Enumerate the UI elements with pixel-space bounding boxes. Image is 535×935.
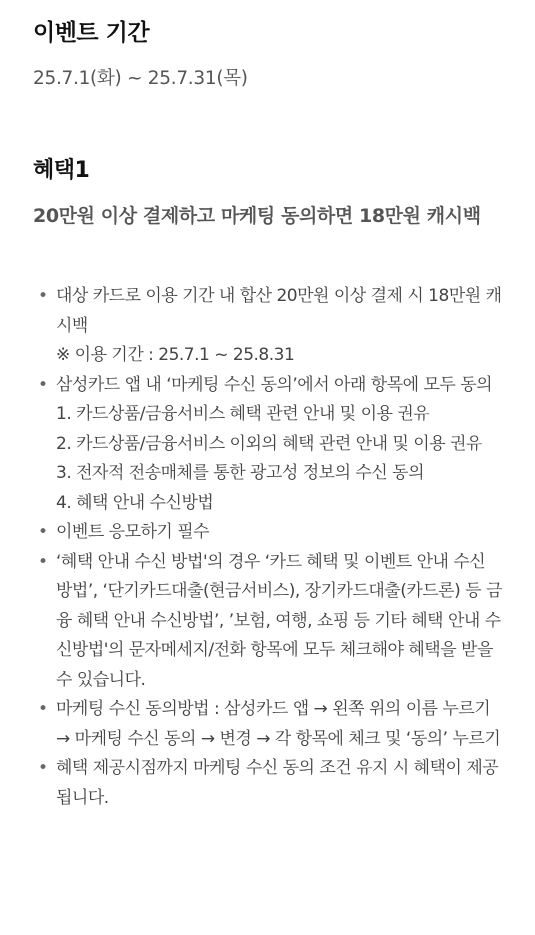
event-period-value: 25.7.1(화) ~ 25.7.31(목) — [33, 68, 248, 89]
list-item-text: ‘혜택 안내 수신 방법'의 경우 ‘카드 혜택 및 이벤트 안내 수신 방법’, ‘단기카드대출(현금서비스), 장기카드대출(카드론) 등 금융 혜택 안내 수신방법’, ’보험, 여행, 쇼핑 등 기타 혜택 안내 수신방법'의 문자메세지/전화 항목에 모두 체크해야 혜택을 받을 수 있습니다. — [56, 551, 502, 690]
benefit1-title: 혜택1 — [33, 158, 90, 183]
list-item-text: 대상 카드로 이용 기간 내 합산 20만원 이상 결제 시 18만원 캐시백 — [56, 286, 502, 336]
list-item — [34, 754, 504, 813]
list-item-subtext: 2. 카드상품/금융서비스 이외의 혜택 관련 안내 및 이용 권유 — [56, 433, 482, 454]
list-item — [34, 282, 504, 371]
list-item — [34, 695, 504, 754]
bullet-icon: • — [38, 699, 48, 719]
bullet-icon: • — [38, 522, 48, 542]
list-item — [34, 548, 504, 696]
benefit1-list — [34, 282, 504, 813]
bullet-icon: • — [38, 758, 48, 778]
benefit1-headline: 20만원 이상 결제하고 마케팅 동의하면 18만원 캐시백 — [33, 205, 481, 227]
list-item-subtext: 4. 혜택 안내 수신방법 — [56, 492, 214, 513]
list-item-subtext: 1. 카드상품/금융서비스 혜택 관련 안내 및 이용 권유 — [56, 404, 430, 424]
list-item-text: 마케팅 수신 동의방법 : 삼성카드 앱 → 왼쪽 위의 이름 누르기 → 마케팅 수신 동의 → 변경 → 각 항목에 체크 및 ‘동의’ 누르기 — [56, 699, 501, 749]
bullet-icon: • — [38, 374, 48, 395]
list-item-subtext: ※ 이용 기간 : 25.7.1 ~ 25.8.31 — [56, 345, 295, 365]
bullet-icon: • — [38, 551, 48, 572]
bullet-icon: • — [38, 286, 48, 306]
event-period-title: 이벤트 기간 — [33, 20, 150, 46]
list-item-text: 이벤트 응모하기 필수 — [56, 522, 210, 542]
list-item-text: 혜택 제공시점까지 마케팅 수신 동의 조건 유지 시 혜택이 제공됩니다. — [56, 758, 499, 808]
list-item-subtext: 3. 전자적 전송매체를 통한 광고성 정보의 수신 동의 — [56, 463, 424, 483]
list-item — [34, 371, 504, 519]
list-item — [34, 518, 504, 548]
list-item-text: 삼성카드 앱 내 ‘마케팅 수신 동의’에서 아래 항목에 모두 동의 — [56, 374, 493, 395]
